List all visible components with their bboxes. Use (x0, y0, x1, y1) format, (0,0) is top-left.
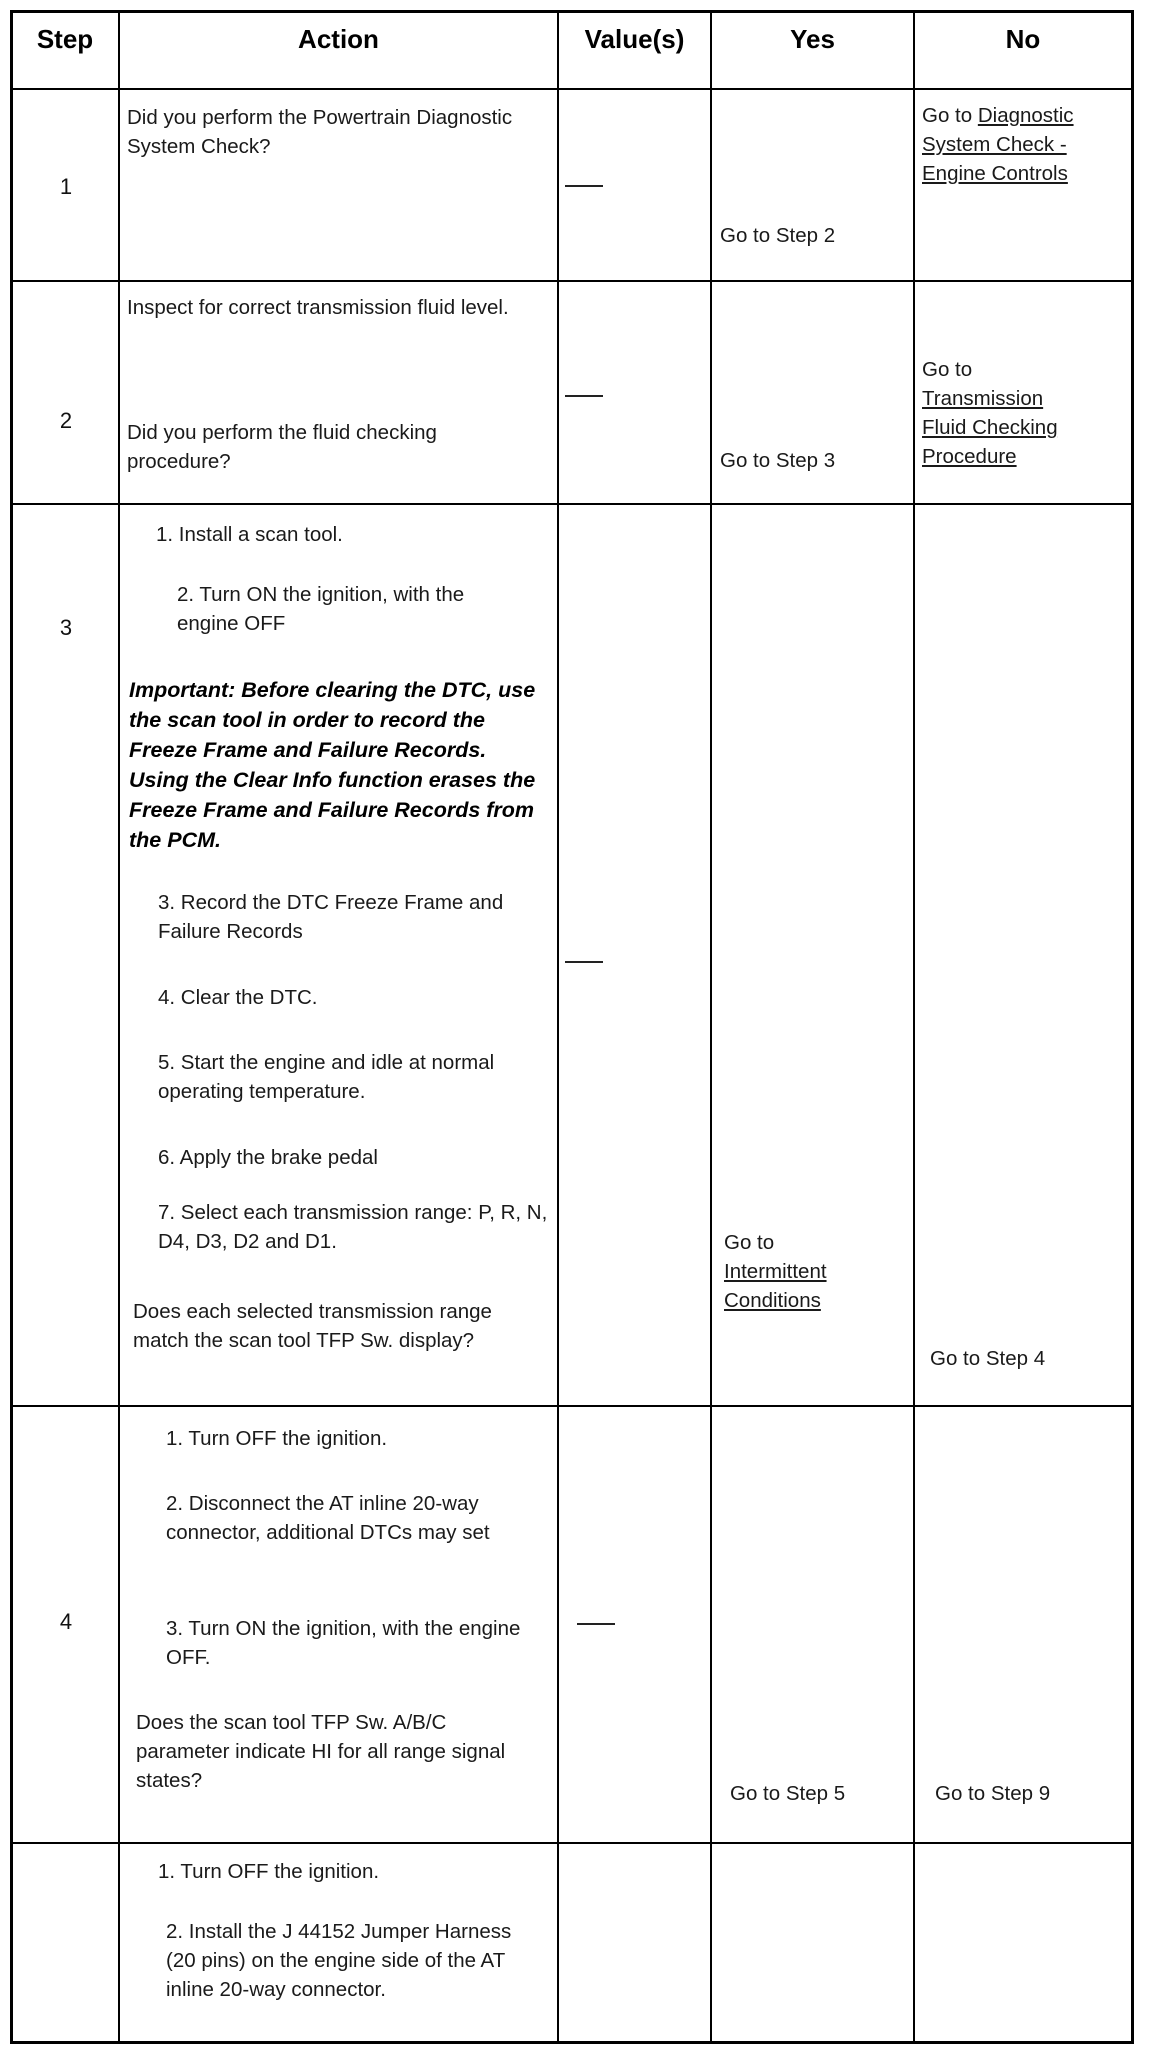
row3-step-1: 1. Install a scan tool. (156, 523, 343, 546)
table-border-bottom (10, 2041, 1134, 2044)
header-values: Value(s) (584, 24, 685, 54)
table-border-top (10, 10, 1134, 13)
row1-no-link-3[interactable]: Engine Controls (922, 162, 1068, 185)
header-step: Step (36, 24, 94, 54)
row3-yes-link-2[interactable]: Conditions (724, 1289, 821, 1312)
row3-yes-prefix: Go to (724, 1231, 775, 1254)
step-number-4: 4 (59, 1609, 73, 1634)
row4-no: Go to Step 9 (935, 1782, 1051, 1805)
row1-no-prefix: Go to (922, 104, 973, 127)
row3-yes-link-1[interactable]: Intermittent (724, 1260, 827, 1283)
col-divider-step (118, 10, 120, 2044)
table-border-right (1131, 10, 1134, 2044)
row-divider-1 (10, 280, 1134, 282)
row2-value-dash (565, 395, 603, 397)
row-divider-3 (10, 1405, 1134, 1407)
row5-step-2: 2. Install the J 44152 Jumper Harness (20 pins) on the engine side of the AT inline 20-way connector. (166, 1920, 512, 2001)
row3-step-3: 3. Record the DTC Freeze Frame and Failure Records (158, 891, 504, 943)
row2-action-inspect: Inspect for correct transmission fluid level. (127, 296, 509, 319)
row3-important-note: Important: Before clearing the DTC, use the scan tool in order to record the Freeze Frame and Failure Records. Using the Clear Info function erases the Freeze Frame and Failure Records from the PCM. (129, 678, 536, 852)
col-divider-yes (913, 10, 915, 2044)
col-divider-values (710, 10, 712, 2044)
row3-no: Go to Step 4 (930, 1347, 1046, 1370)
row3-step-2: 2. Turn ON the ignition, with the engine OFF (177, 583, 465, 635)
row3-value-dash (565, 961, 603, 963)
row1-yes: Go to Step 2 (720, 224, 836, 247)
col-divider-action (557, 10, 559, 2044)
row2-no-prefix: Go to (922, 358, 973, 381)
row2-yes: Go to Step 3 (720, 449, 836, 472)
row2-no-cell (922, 355, 1127, 471)
row2-no-link-1[interactable]: Transmission (922, 387, 1044, 410)
row2-no-link-3[interactable]: Procedure (922, 445, 1017, 468)
row4-value-dash (577, 1623, 615, 1625)
row5-step-1: 1. Turn OFF the ignition. (158, 1860, 380, 1883)
row2-action-question: Did you perform the fluid checking procedure? (127, 421, 437, 473)
header-action: Action (298, 24, 379, 54)
row3-step-7: 7. Select each transmission range: P, R, N, D4, D3, D2 and D1. (158, 1201, 548, 1253)
row-divider-2 (10, 503, 1134, 505)
row1-no-link-1[interactable]: Diagnostic (977, 104, 1074, 127)
row1-value-dash (565, 185, 603, 187)
row4-action-question: Does the scan tool TFP Sw. A/B/C parameter indicate HI for all range signal states? (136, 1711, 506, 1792)
row1-no-cell (922, 101, 1127, 188)
row4-step-1: 1. Turn OFF the ignition. (166, 1427, 388, 1450)
row2-no-link-2[interactable]: Fluid Checking (922, 416, 1058, 439)
row3-step-5: 5. Start the engine and idle at normal operating temperature. (158, 1051, 495, 1103)
step-number-2: 2 (59, 408, 73, 433)
row4-step-3: 3. Turn ON the ignition, with the engine OFF. (166, 1617, 521, 1669)
step-number-1: 1 (59, 174, 73, 199)
step-number-3: 3 (59, 615, 73, 640)
row-divider-4 (10, 1842, 1134, 1844)
row3-yes-cell (724, 1228, 909, 1315)
row-divider-header (10, 88, 1134, 90)
row3-step-6: 6. Apply the brake pedal (158, 1146, 378, 1169)
row3-action-question: Does each selected transmission range match the scan tool TFP Sw. display? (133, 1300, 492, 1352)
header-yes: Yes (790, 24, 835, 54)
header-no: No (1005, 24, 1041, 54)
row1-no-link-2[interactable]: System Check - (922, 133, 1067, 156)
table-border-left (10, 10, 13, 2044)
row3-step-4: 4. Clear the DTC. (158, 986, 318, 1009)
row1-action-question: Did you perform the Powertrain Diagnostic System Check? (127, 106, 513, 158)
row4-yes: Go to Step 5 (730, 1782, 846, 1805)
row4-step-2: 2. Disconnect the AT inline 20-way connector, additional DTCs may set (166, 1492, 490, 1544)
